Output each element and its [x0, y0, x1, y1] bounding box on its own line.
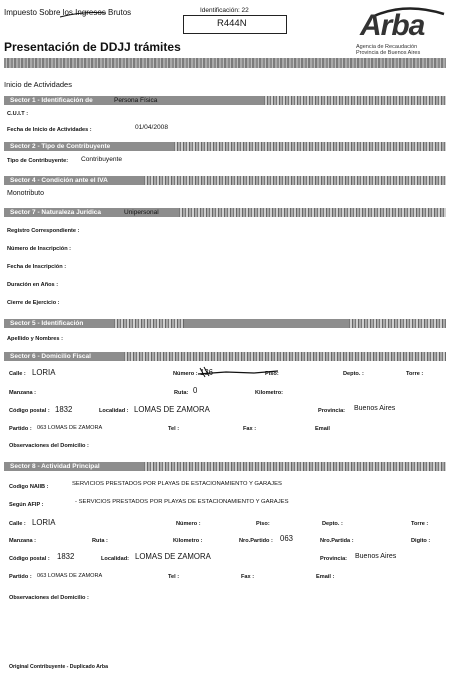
header-divider-bar [4, 58, 446, 68]
sector5-header [4, 319, 446, 328]
strikethrough-mark [58, 10, 108, 20]
s8-nro-partido-label: Nro.Partido : [239, 538, 273, 544]
scan-noise [144, 176, 446, 185]
sector1-title: Sector 1 - Identificación de [10, 96, 93, 104]
s6-numero-value: 136 [200, 368, 214, 377]
s6-ruta-label: Ruta: [174, 390, 189, 396]
s8-tel-label: Tel : [168, 574, 180, 580]
fecha-inscripcion-label: Fecha de Inscripción : [7, 264, 67, 270]
start-date-label: Fecha de Inicio de Actividades : [7, 127, 92, 133]
arba-logo [356, 6, 448, 58]
s8-piso-label: Piso: [256, 521, 270, 527]
scan-noise [114, 319, 184, 328]
s8-naiib-value: SERVICIOS PRESTADOS POR PLAYAS DE ESTACIONAMIENTO Y GARAJES [72, 481, 282, 487]
s6-calle-label: Calle : [9, 371, 26, 377]
start-date-value: 01/04/2008 [135, 124, 169, 131]
sector7-value: Unipersonal [124, 208, 159, 216]
scan-noise [349, 319, 446, 328]
logo-province: Provincia de Buenos Aires [356, 50, 421, 56]
s8-cp-value: 1832 [57, 552, 75, 561]
s8-afip-label: Según AFIP : [9, 502, 44, 508]
s6-calle-value: LORIA [32, 368, 56, 377]
s8-obs-label: Observaciones del Domicilio : [9, 595, 89, 601]
scan-noise [144, 462, 446, 471]
cuit-label: C.U.I.T : [7, 111, 29, 117]
sector8-title: Sector 8 - Actividad Principal [10, 462, 100, 470]
s8-manzana-label: Manzana : [9, 538, 37, 544]
footer-copy-note: Original Contribuyente - Duplicado Arba [9, 664, 108, 670]
s6-provincia-value: Buenos Aires [354, 405, 396, 412]
cierre-ejercicio-label: Cierre de Ejercicio : [7, 300, 60, 306]
id-value: R444N [217, 18, 247, 29]
s8-nro-partido-value: 063 [280, 534, 294, 543]
sector6-title: Sector 6 - Domicilio Fiscal [10, 352, 91, 360]
form-title: Presentación de DDJJ trámites [4, 40, 181, 54]
s6-fax-label: Fax : [243, 426, 257, 432]
scan-noise [264, 96, 446, 105]
contrib-type-label: Tipo de Contribuyente: [7, 158, 69, 164]
sector1-header [4, 96, 446, 105]
scan-noise [124, 352, 446, 361]
s8-kilometro-label: Kilometro : [173, 538, 203, 544]
registro-label: Registro Correspondiente : [7, 228, 80, 234]
s8-digito-label: Digito : [411, 538, 431, 544]
s6-cp-label: Código postal : [9, 408, 50, 414]
s6-tel-label: Tel : [168, 426, 180, 432]
sector1-value: Persona Física [114, 96, 158, 104]
s8-localidad-label: Localidad: [101, 556, 129, 562]
s6-localidad-value: LOMAS DE ZAMORA [134, 405, 210, 414]
num-inscripcion-label: Número de Inscripción : [7, 246, 72, 252]
s8-cp-label: Código postal : [9, 556, 50, 562]
s6-provincia-label: Provincia: [318, 408, 346, 414]
s6-numero-label: Número : [173, 371, 198, 377]
s6-partido-value: 063 LOMAS DE ZAMORA [37, 425, 103, 431]
s6-depto-label: Depto. : [343, 371, 364, 377]
s8-naiib-label: Codigo NAIIB : [9, 484, 49, 490]
sector7-title: Sector 7 - Naturaleza Jurídica [10, 208, 102, 216]
apellido-label: Apellido y Nombres : [7, 336, 63, 342]
duracion-label: Duración en Años : [7, 282, 59, 288]
sector2-header [4, 142, 446, 151]
s8-partido-value: 063 LOMAS DE ZAMORA [37, 573, 103, 579]
s8-afip-value: - SERVICIOS PRESTADOS POR PLAYAS DE ESTACIONAMIENTO Y GARAJES [75, 499, 289, 505]
scan-noise [179, 208, 446, 217]
s6-email-label: Email [315, 426, 330, 432]
sector7-header [4, 208, 446, 217]
s8-localidad-value: LOMAS DE ZAMORA [135, 552, 211, 561]
s8-depto-label: Depto. : [322, 521, 343, 527]
s8-provincia-value: Buenos Aires [355, 553, 397, 560]
s8-calle-value: LORIA [32, 518, 56, 527]
start-label: Inicio de Actividades [4, 80, 72, 89]
s6-kilometro-label: Kilometro: [255, 390, 283, 396]
s8-fax-label: Fax : [241, 574, 255, 580]
logo-word: Arba [360, 9, 425, 42]
sector4-title: Sector 4 - Condición ante el IVA [10, 176, 108, 184]
sector6-header [4, 352, 446, 361]
s8-calle-label: Calle : [9, 521, 26, 527]
s6-obs-label: Observaciones del Domicilio : [9, 443, 89, 449]
s6-partido-label: Partido : [9, 426, 32, 432]
s6-piso-label: Piso: [265, 371, 279, 377]
s8-provincia-label: Provincia: [320, 556, 348, 562]
iva-condition: Monotributo [7, 190, 44, 197]
s8-nro-partida-label: Nro.Partida : [320, 538, 354, 544]
tax-name: Impuesto Sobre los Ingresos Brutos [4, 8, 132, 17]
s6-torre-label: Torre : [406, 371, 424, 377]
s8-torre-label: Torre : [411, 521, 429, 527]
sector5-title: Sector 5 - Identificación [10, 319, 84, 327]
contrib-type-value: Contribuyente [81, 156, 123, 163]
sector4-header [4, 176, 446, 185]
s6-localidad-label: Localidad : [99, 408, 129, 414]
s6-ruta-value: 0 [193, 386, 198, 395]
s8-numero-label: Número : [176, 521, 201, 527]
id-label: Identificación: 22 [200, 7, 249, 14]
sector2-title: Sector 2 - Tipo de Contribuyente [10, 142, 111, 150]
logo-agency: Agencia de Recaudación [356, 44, 418, 50]
sector8-header [4, 462, 446, 471]
s6-cp-value: 1832 [55, 405, 73, 414]
s8-partido-label: Partido : [9, 574, 32, 580]
scan-noise [174, 142, 446, 151]
s6-manzana-label: Manzana : [9, 390, 37, 396]
s8-ruta-label: Ruta : [92, 538, 108, 544]
s8-email-label: Email : [316, 574, 335, 580]
